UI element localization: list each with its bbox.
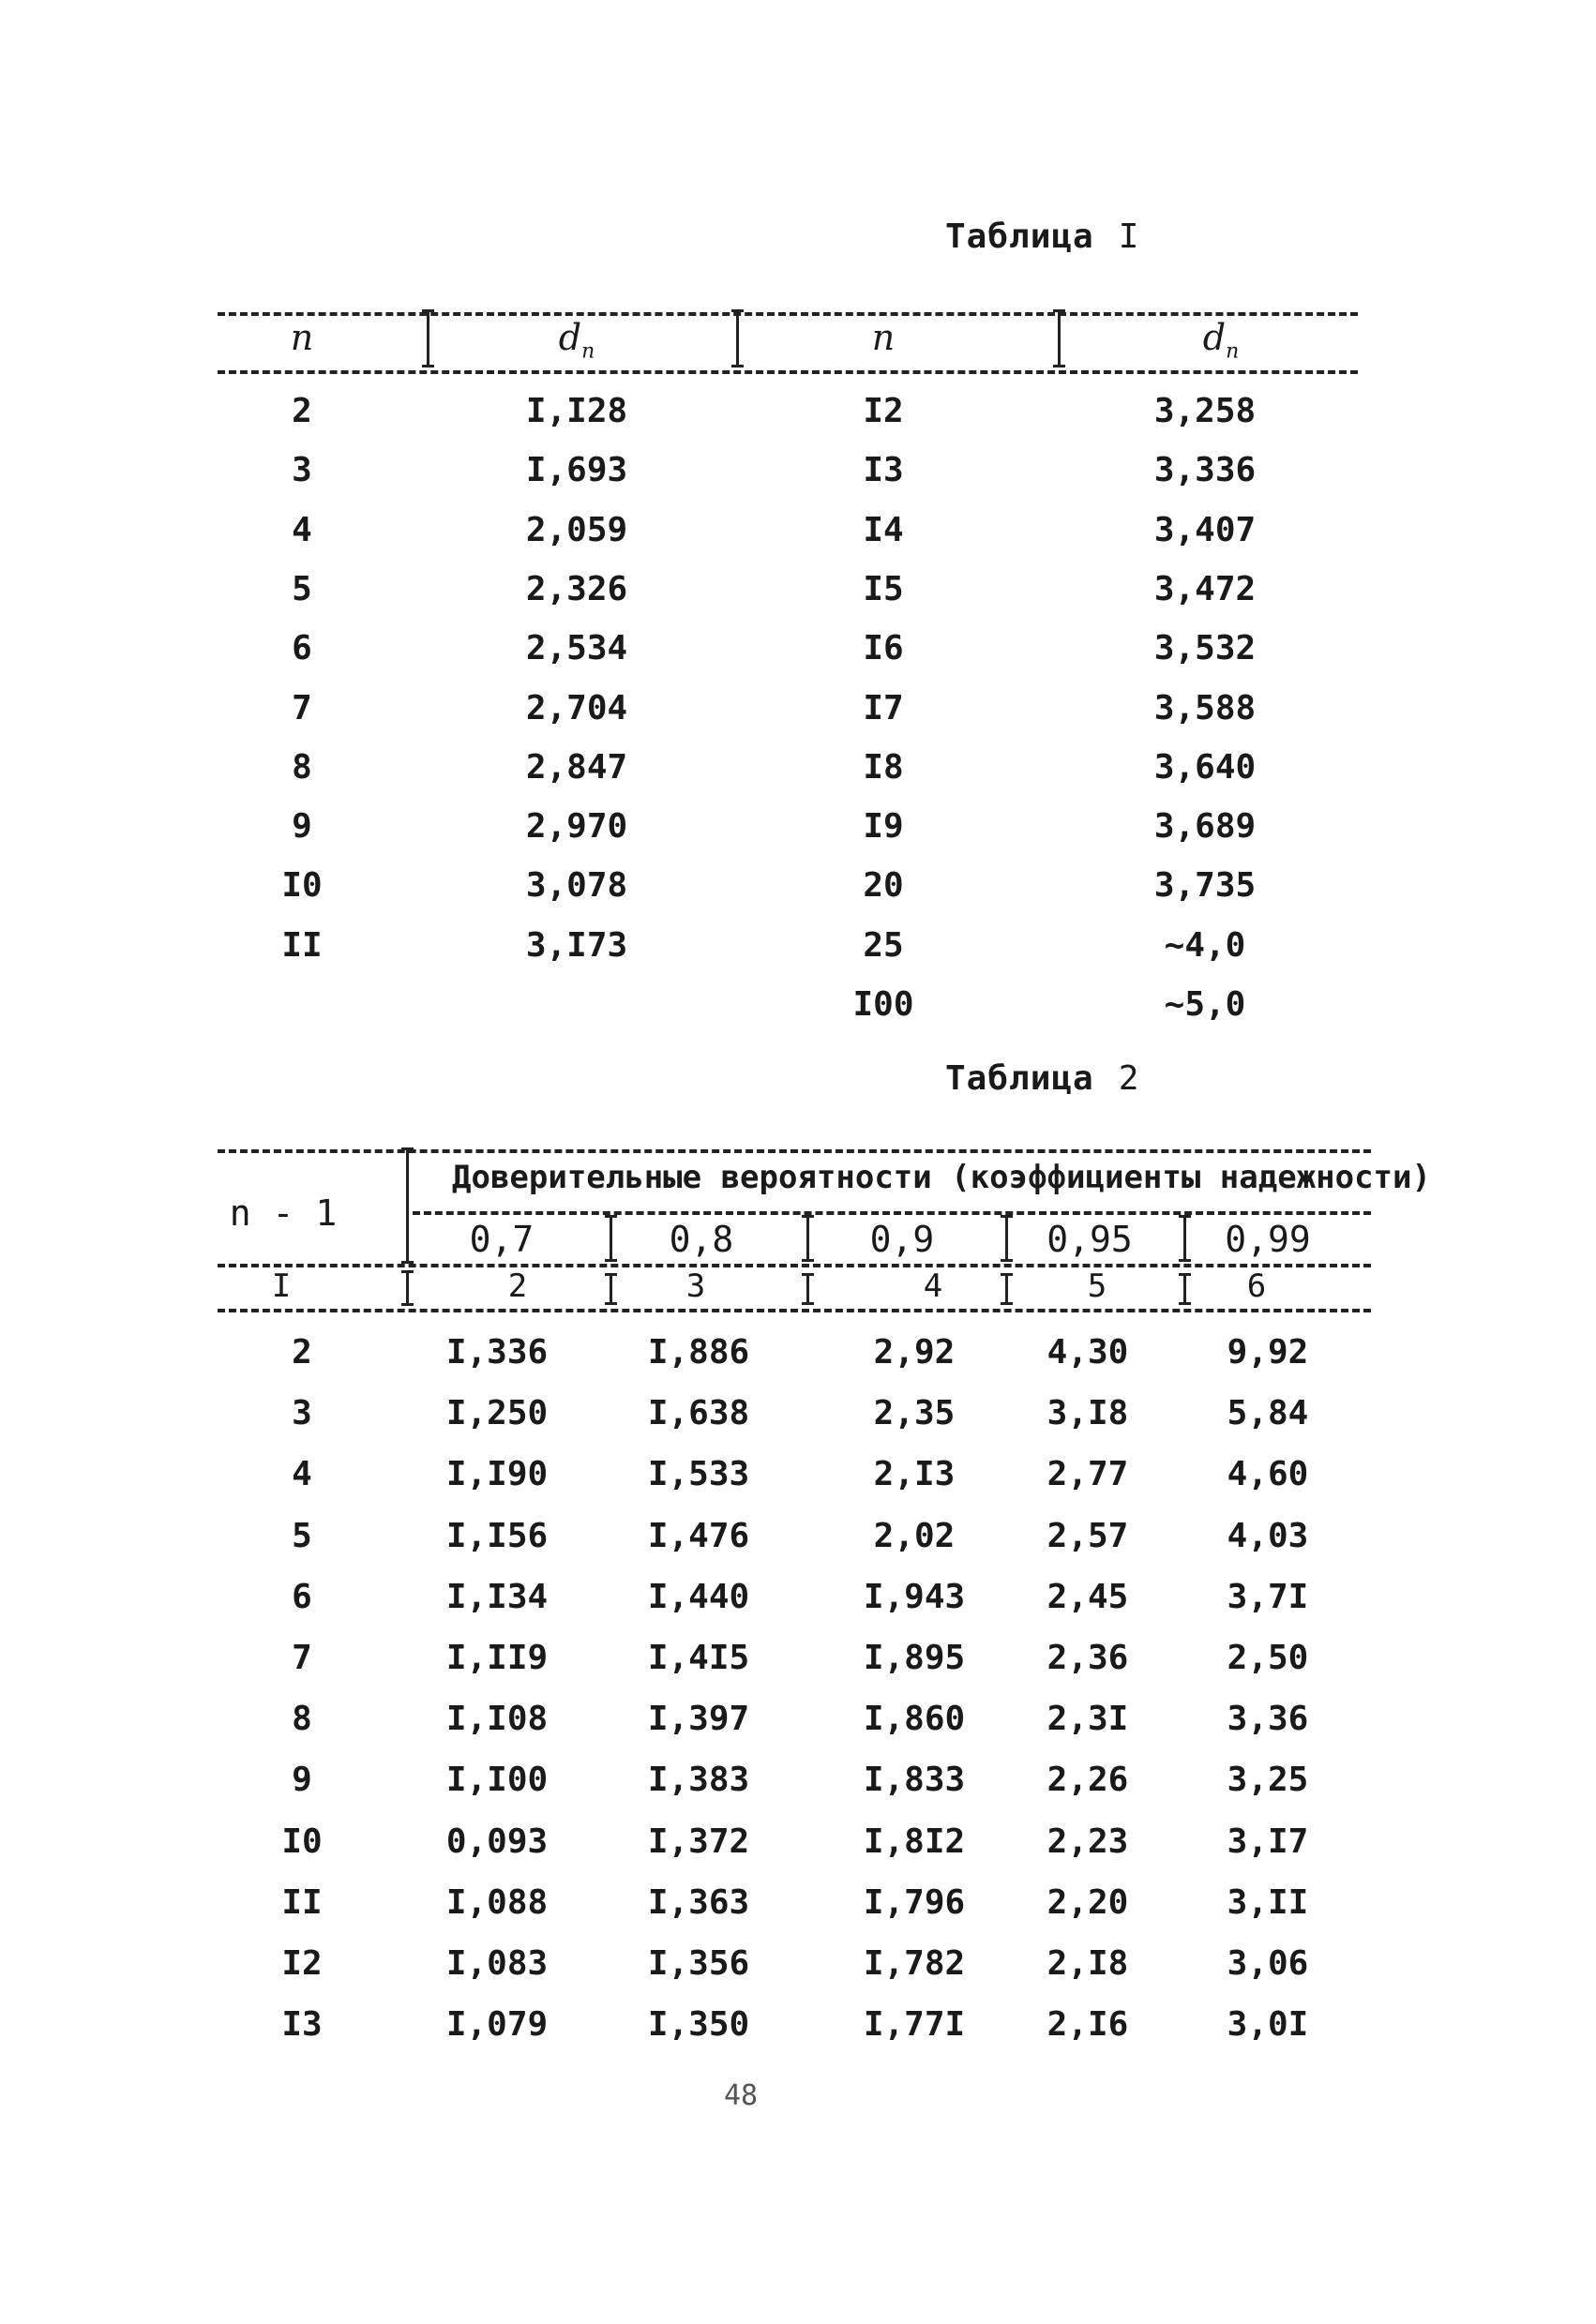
table2-column-number: I: [271, 1267, 292, 1305]
table2-value-cell: 3,0I: [1227, 2005, 1309, 2045]
table2-column-number: 6: [1246, 1267, 1267, 1305]
table2-n-cell: I0: [281, 1822, 323, 1861]
table2-value-cell: 9,92: [1227, 1333, 1309, 1372]
table2-value-cell: I,372: [647, 1822, 750, 1861]
table2-value-cell: I,250: [445, 1394, 549, 1433]
table1-d-cell: I,693: [525, 451, 628, 490]
table2-value-cell: I,943: [863, 1577, 966, 1616]
table2-probability-header: 0,95: [1046, 1219, 1133, 1260]
table2-n-cell: 2: [292, 1333, 312, 1372]
table2-value-cell: I,I00: [445, 1761, 549, 1800]
table2-value-cell: I,895: [863, 1639, 966, 1677]
table1-n-cell: 8: [292, 747, 312, 787]
table2-value-cell: 4,30: [1046, 1333, 1129, 1372]
table2-value-cell: 2,I8: [1046, 1944, 1129, 1983]
table1-n-cell: I5: [863, 569, 904, 608]
table1-d-cell: ~4,0: [1164, 925, 1246, 965]
table2-n-cell: II: [281, 1882, 323, 1922]
table1-n-cell: I6: [863, 629, 904, 668]
table1-n-cell: I00: [852, 985, 914, 1024]
table2-column-number: 3: [685, 1267, 706, 1305]
table2-value-cell: I,4I5: [647, 1639, 750, 1677]
table2-column-number: 2: [507, 1267, 528, 1305]
table1-d-cell: 3,258: [1153, 392, 1257, 430]
table2-value-cell: 0,093: [445, 1822, 549, 1861]
table2-value-cell: 2,I6: [1046, 2005, 1129, 2045]
table1-d-cell: 3,336: [1153, 451, 1257, 490]
table2-n-cell: 8: [292, 1700, 312, 1739]
table2-value-cell: 2,92: [873, 1333, 956, 1372]
table2-separator: [610, 1215, 612, 1262]
table1-separator: [427, 309, 429, 367]
table2-probability-header: 0,7: [469, 1219, 535, 1260]
table1-n-cell: I4: [863, 510, 904, 549]
table2-value-cell: 4,60: [1227, 1455, 1309, 1494]
table1-separator: [1058, 309, 1061, 367]
table2-separator: [1005, 1273, 1008, 1305]
table2-mid-rule: [413, 1211, 1371, 1215]
table2-separator: [610, 1273, 612, 1305]
table2-value-cell: I,383: [647, 1761, 750, 1800]
table2-value-cell: 2,57: [1046, 1516, 1129, 1555]
table1-d-cell: 2,847: [525, 747, 628, 787]
table2-probability-header: 0,99: [1225, 1219, 1311, 1260]
table2-value-cell: I,I34: [445, 1577, 549, 1616]
table1-d-cell: 2,059: [525, 510, 628, 549]
table1-n-cell: 7: [292, 688, 312, 727]
table1-n-cell: I9: [863, 807, 904, 847]
table2-value-cell: 3,I7: [1227, 1822, 1309, 1861]
table2-header-title: Доверительные вероятности (коэффициенты надежности): [452, 1159, 1431, 1196]
table2-value-cell: 2,I3: [873, 1455, 956, 1494]
table2-value-cell: I,363: [647, 1882, 750, 1922]
table2-value-cell: 2,26: [1046, 1761, 1129, 1800]
table1-header-rule: [218, 370, 1358, 374]
table1-d-cell: 3,588: [1153, 688, 1257, 727]
table1-n-cell: I8: [863, 747, 904, 787]
table1-n-cell: I3: [863, 451, 904, 490]
table1-n-cell: 4: [292, 510, 312, 549]
table2-value-cell: I,533: [647, 1455, 750, 1494]
table2-separator: [1005, 1215, 1008, 1262]
table1-n-cell: 6: [292, 629, 312, 668]
table2-value-cell: I,088: [445, 1882, 549, 1922]
table1-n-cell: I7: [863, 688, 904, 727]
table2-column-number: 5: [1087, 1267, 1107, 1305]
table2-header-n: n - 1: [229, 1192, 338, 1234]
table2-value-cell: 4,03: [1227, 1516, 1309, 1555]
table2-separator: [806, 1215, 809, 1262]
table2-value-cell: 3,06: [1227, 1944, 1309, 1983]
table2-value-cell: 2,02: [873, 1516, 956, 1555]
table2-value-cell: I,860: [863, 1700, 966, 1739]
table1-header-d: $d_n$: [1202, 317, 1240, 364]
table2-value-cell: I,886: [647, 1333, 750, 1372]
table1-top-rule: [218, 312, 1358, 316]
table2-n-cell: I3: [281, 2005, 323, 2045]
table2-n-cell: 6: [292, 1577, 312, 1616]
table1-d-cell: 3,532: [1153, 629, 1257, 668]
table1-d-cell: 2,704: [525, 688, 628, 727]
table1-header-d: $d_n$: [558, 317, 595, 364]
table2-value-cell: I,I90: [445, 1455, 549, 1494]
table2-value-cell: I,638: [647, 1394, 750, 1433]
table2-value-cell: I,079: [445, 2005, 549, 2045]
table2-n-cell: 5: [292, 1516, 312, 1555]
table2-value-cell: I,796: [863, 1882, 966, 1922]
table2-value-cell: 2,23: [1046, 1822, 1129, 1861]
table2-value-cell: 2,50: [1227, 1639, 1309, 1677]
table2-value-cell: 3,I8: [1046, 1394, 1129, 1433]
table2-n-cell: 3: [292, 1394, 312, 1433]
table2-separator: [806, 1273, 809, 1305]
table1-n-cell: 20: [863, 866, 904, 906]
table1-n-cell: 3: [292, 451, 312, 490]
table1-d-cell: I,I28: [525, 392, 628, 430]
table2-caption: [945, 1059, 1139, 1098]
table1-d-cell: 2,326: [525, 569, 628, 608]
table2-value-cell: I,336: [445, 1333, 549, 1372]
table1-n-cell: 5: [292, 569, 312, 608]
table1-caption-word: Таблица: [945, 217, 1094, 256]
table2-value-cell: 2,3I: [1046, 1700, 1129, 1739]
table2-value-cell: 3,36: [1227, 1700, 1309, 1739]
table1-caption: [945, 217, 1139, 256]
table2-value-cell: 3,25: [1227, 1761, 1309, 1800]
table1-d-cell: 3,472: [1153, 569, 1257, 608]
table1-d-cell: 3,078: [525, 866, 628, 906]
table2-value-cell: I,356: [647, 1944, 750, 1983]
table2-value-cell: I,083: [445, 1944, 549, 1983]
table2-n-cell: 4: [292, 1455, 312, 1494]
table1-d-cell: 3,735: [1153, 866, 1257, 906]
table2-probability-header: 0,9: [869, 1219, 935, 1260]
table2-value-cell: I,397: [647, 1700, 750, 1739]
table1-d-cell: 3,I73: [525, 925, 628, 965]
table2-value-cell: I,833: [863, 1761, 966, 1800]
table1-n-cell: I0: [281, 866, 323, 906]
table1-d-cell: 2,534: [525, 629, 628, 668]
table1-n-cell: 9: [292, 807, 312, 847]
table2-value-cell: I,440: [647, 1577, 750, 1616]
table1-d-cell: 3,640: [1153, 747, 1257, 787]
table2-value-cell: 2,77: [1046, 1455, 1129, 1494]
table1-d-cell: ~5,0: [1164, 985, 1246, 1024]
table2-separator: [406, 1147, 409, 1264]
table2-value-cell: 3,7I: [1227, 1577, 1309, 1616]
table2-value-cell: 2,35: [873, 1394, 956, 1433]
table2-probability-header: 0,8: [669, 1219, 734, 1260]
table1-n-cell: 25: [863, 925, 904, 965]
table1-header-n: n: [290, 317, 314, 358]
table1-caption-number: I: [1118, 217, 1140, 256]
table2-n-cell: 7: [292, 1639, 312, 1677]
table2-value-cell: I,I08: [445, 1700, 549, 1739]
table2-separator: [406, 1270, 409, 1306]
table2-separator: [1183, 1273, 1186, 1305]
table2-value-cell: I,782: [863, 1944, 966, 1983]
table2-value-cell: I,8I2: [863, 1822, 966, 1861]
table2-top-rule: [218, 1149, 1371, 1153]
table2-value-cell: 2,45: [1046, 1577, 1129, 1616]
table1-n-cell: I2: [863, 392, 904, 430]
table1-n-cell: 2: [292, 392, 312, 430]
table2-column-number: 4: [923, 1267, 943, 1305]
table1-d-cell: 2,970: [525, 807, 628, 847]
table2-separator: [1183, 1215, 1186, 1262]
table2-value-cell: 5,84: [1227, 1394, 1309, 1433]
table2-header-rule: [218, 1309, 1371, 1312]
table2-value-cell: I,I56: [445, 1516, 549, 1555]
table2-value-cell: 3,II: [1227, 1882, 1309, 1922]
table2-value-cell: 2,20: [1046, 1882, 1129, 1922]
table2-value-cell: I,476: [647, 1516, 750, 1555]
table1-d-cell: 3,407: [1153, 510, 1257, 549]
table2-colnum-top-rule: [218, 1264, 1371, 1267]
table1-separator: [736, 309, 739, 367]
table2-value-cell: I,350: [647, 2005, 750, 2045]
table2-caption-number: 2: [1118, 1059, 1140, 1098]
table2-value-cell: I,II9: [445, 1639, 549, 1677]
table1-n-cell: II: [281, 925, 323, 965]
table2-n-cell: 9: [292, 1761, 312, 1800]
table2-n-cell: I2: [281, 1944, 323, 1983]
page-number: 48: [723, 2079, 759, 2112]
table1-header-n: n: [871, 317, 896, 358]
table1-d-cell: 3,689: [1153, 807, 1257, 847]
table2-value-cell: 2,36: [1046, 1639, 1129, 1677]
table2-value-cell: I,77I: [863, 2005, 966, 2045]
table2-caption-word: Таблица: [945, 1059, 1094, 1098]
